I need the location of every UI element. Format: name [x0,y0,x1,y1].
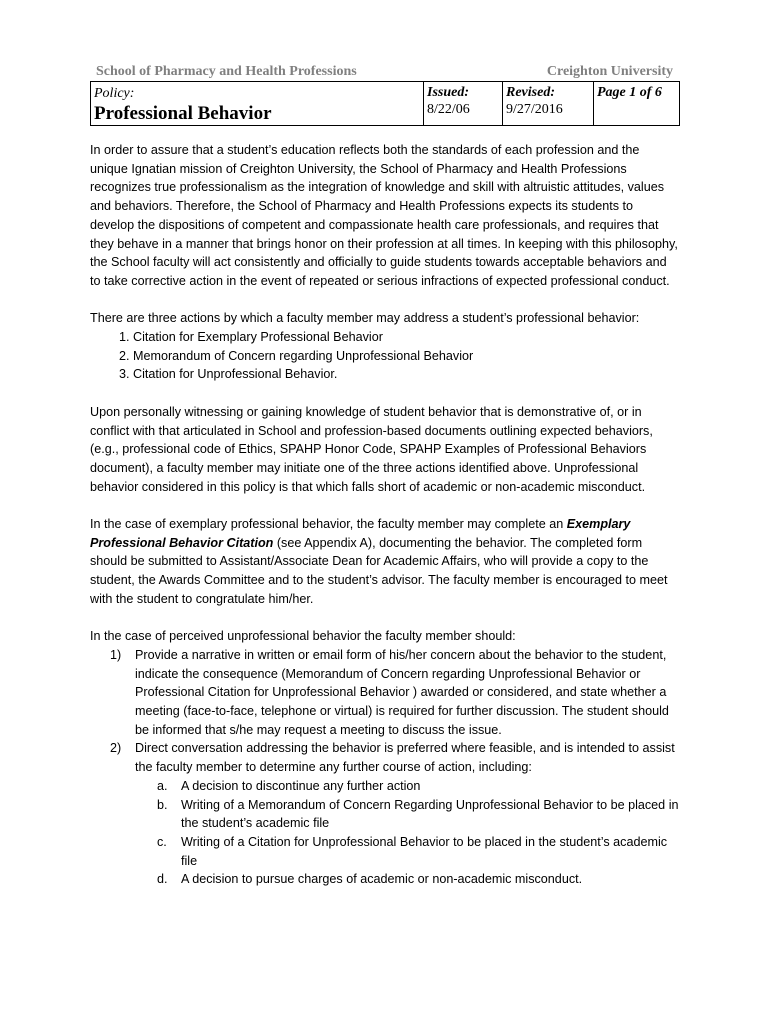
policy-cell [91,82,424,126]
list-marker: d. [157,872,168,887]
university-name: Creighton University [546,64,673,79]
exemplary-text-before: In the case of exemplary professional behavior, the faculty member may complete an [90,517,567,532]
list-item-text: Writing of a Citation for Unprofessional Behavior to be placed in the student’s academic file [181,834,668,868]
list-marker: a. [157,778,168,793]
steps-list [90,646,680,889]
sub-steps-list [135,777,680,889]
revised-label: Revised: [506,85,555,100]
policy-label: Policy: [94,86,135,101]
list-item [90,739,680,889]
document-body [90,141,680,889]
list-item: 1. Citation for Exemplary Professional Behavior [133,328,680,347]
list-item [90,646,680,740]
list-item: 3. Citation for Unprofessional Behavior. [133,365,680,384]
policy-title: Professional Behavior [94,103,272,124]
unprofessional-intro: In the case of perceived unprofessional behavior the faculty member should: [90,629,516,644]
issued-date: 8/22/06 [427,102,470,117]
witness-paragraph: Upon personally witnessing or gaining knowledge of student behavior that is demonstrative of, or in conflict with that articulated in School and profession-based documents outlining expected behaviors, (e.g., professional code of Ethics, SPAHP Honor Code, SPAHP Examples of Professional Behaviors document), a faculty member may initiate one of the three actions identified above. Unprofessional behavior considered in this policy is that which falls short of academic or non-academic misconduct. [90,404,653,494]
list-item-text: Writing of a Memorandum of Concern Regarding Unprofessional Behavior to be placed in the student’s academic file [181,797,679,831]
actions-intro: There are three actions by which a faculty member may address a student’s professional behavior: [90,311,640,326]
page-number-cell [594,82,680,126]
exemplary-paragraph [90,515,680,609]
issued-cell [424,82,503,126]
exemplary-citation-term: Exemplary Professional Behavior Citation [90,517,631,550]
list-marker: 2) [110,741,122,756]
page-number: Page 1 of 6 [597,85,662,100]
exemplary-text-after: (see Appendix A), documenting the behavior. The completed form should be submitted to Assistant/Associate Dean for Academic Affairs, who will provide a copy to the student, the Awards Committee and to the student’s advisor. The faculty member is encouraged to meet with the student to congratulate him/her. [90,535,668,606]
issued-label: Issued: [427,85,470,100]
list-item [135,796,680,833]
list-item: 2. Memorandum of Concern regarding Unprofessional Behavior [133,347,680,366]
list-item-text: A decision to discontinue any further action [181,778,421,793]
list-item [135,777,680,796]
list-marker: c. [157,834,167,849]
list-item [135,870,680,889]
revised-cell [503,82,594,126]
revised-date: 9/27/2016 [506,102,563,117]
school-name: School of Pharmacy and Health Professions [96,64,357,79]
list-item-text: Direct conversation addressing the behavior is preferred where feasible, and is intended to assist the faculty member to determine any further course of action, including: [135,741,675,775]
document-header [90,64,679,82]
intro-paragraph: In order to assure that a student’s education reflects both the standards of each profession and the unique Ignatian mission of Creighton University, the School of Pharmacy and Health Professions recognizes true professionalism as the integration of knowledge and skill with altruistic attitudes, values and behaviors. Therefore, the School of Pharmacy and Health Professions expects its students to develop the dispositions of competent and compassionate health care professionals, and requires that they behave in a manner that brings honor on their profession at all times. In keeping with this philosophy, the School faculty will act consistently and officially to guide students towards acceptable behaviors and to take corrective action in the event of repeated or serious infractions of expected professional conduct. [90,143,678,288]
list-item [135,833,680,870]
list-marker: 1) [110,647,122,662]
list-item-text: Provide a narrative in written or email form of his/her concern about the behavior to the student, indicate the consequence (Memorandum of Concern regarding Unprofessional Behavior or Professional Citation for Unprofessional Behavior ) awarded or considered, and state whether a meeting (face-to-face, telephone or virtual) is required for further discussion. The student should be informed that s/he may request a meeting to discuss the issue. [135,647,669,737]
list-marker: b. [157,797,168,812]
policy-header-table [90,81,680,126]
list-item-text: A decision to pursue charges of academic or non-academic misconduct. [181,872,583,887]
actions-list [90,328,680,384]
